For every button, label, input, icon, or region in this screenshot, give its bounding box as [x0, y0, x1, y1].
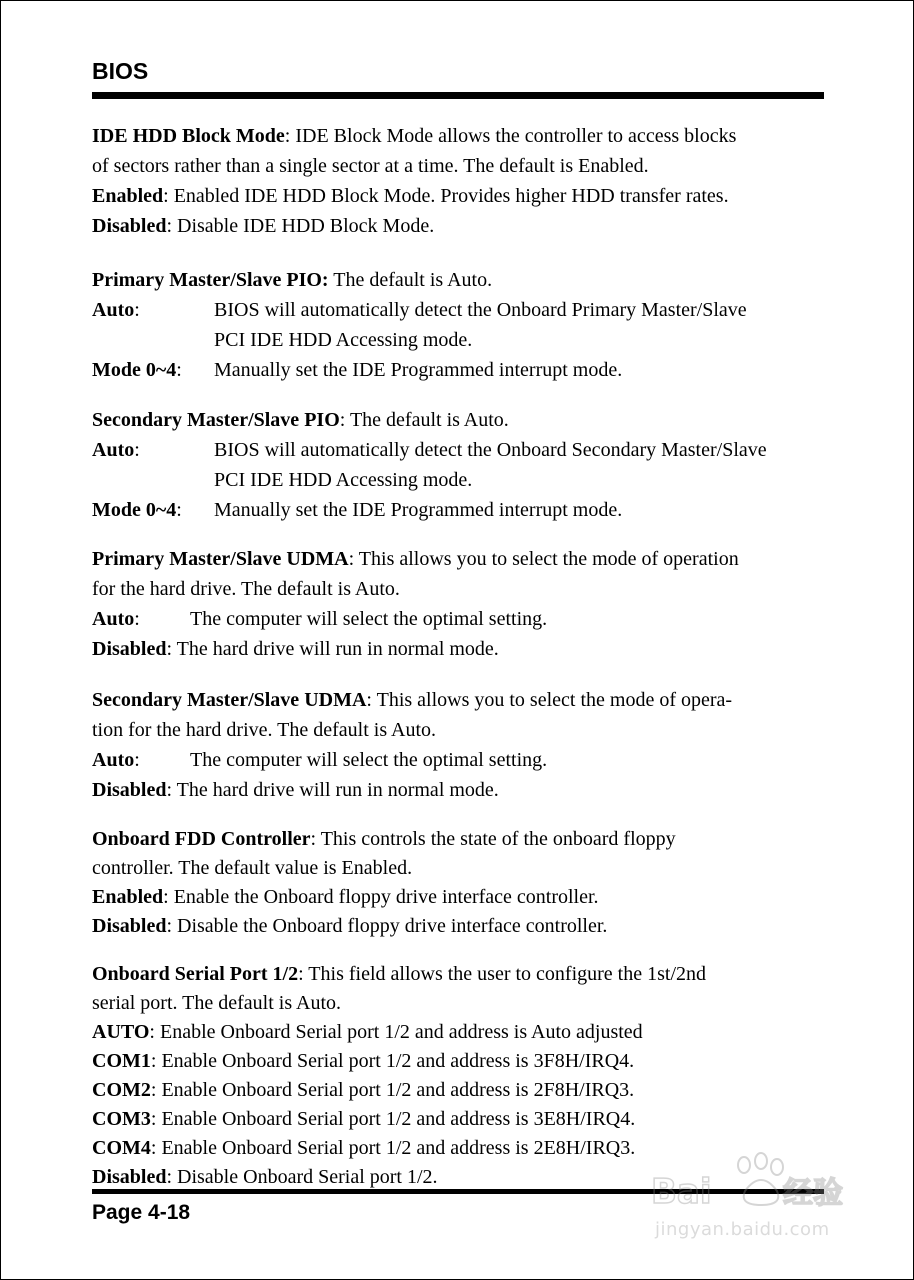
section-text: : This field allows the user to configure the 1st/2nd	[298, 963, 706, 985]
option-sep: :	[134, 299, 140, 321]
option-line	[92, 775, 827, 805]
option-line	[92, 1047, 827, 1076]
option-term: Auto	[92, 299, 135, 321]
option-sep: :	[176, 499, 182, 521]
option-desc-continued: PCI IDE HDD Accessing mode.	[214, 329, 473, 351]
section-text: : This allows you to select the mode of operation	[348, 548, 739, 570]
option-line	[92, 1076, 827, 1105]
section-text: The default is Auto.	[328, 269, 493, 291]
section-text: : This controls the state of the onboard floppy	[310, 828, 676, 850]
footer-rule	[92, 1189, 824, 1194]
header-rule	[92, 92, 824, 99]
option-sep: :	[134, 439, 140, 461]
option-desc: : Enabled IDE HDD Block Mode. Provides higher HDD transfer rates.	[163, 185, 729, 207]
option-term: Auto	[92, 608, 135, 630]
option-desc: : Enable Onboard Serial port 1/2 and address is 2E8H/IRQ3.	[150, 1137, 636, 1159]
section-primary-pio	[92, 265, 827, 385]
option-line	[92, 1018, 827, 1047]
option-term: Disabled	[92, 638, 167, 660]
option-desc: BIOS will automatically detect the Onboard Primary Master/Slave	[214, 299, 747, 321]
option-desc: The computer will select the optimal setting.	[190, 749, 548, 771]
option-desc: BIOS will automatically detect the Onboard Secondary Master/Slave	[214, 439, 767, 461]
section-term: Primary Master/Slave UDMA	[92, 548, 349, 570]
option-term: AUTO	[92, 1021, 150, 1043]
option-desc: : Enable Onboard Serial port 1/2 and address is 2F8H/IRQ3.	[150, 1079, 635, 1101]
option-term: Enabled	[92, 886, 164, 908]
section-primary-udma	[92, 544, 827, 664]
option-desc: : Disable Onboard Serial port 1/2.	[166, 1166, 438, 1188]
option-desc: : The hard drive will run in normal mode.	[166, 638, 499, 660]
option-line	[92, 355, 827, 385]
option-line	[92, 181, 827, 211]
option-sep: :	[134, 608, 140, 630]
svg-text:经验: 经验	[783, 1176, 843, 1211]
option-desc: : Enable Onboard Serial port 1/2 and address is 3F8H/IRQ4.	[150, 1050, 635, 1072]
option-desc: Manually set the IDE Programmed interrupt mode.	[214, 499, 623, 521]
section-term: Onboard FDD Controller	[92, 828, 311, 850]
section-text: : The default is Auto.	[339, 409, 509, 431]
section-secondary-pio	[92, 405, 827, 525]
option-line	[92, 1163, 827, 1192]
option-term: Auto	[92, 749, 135, 771]
section-text: : This allows you to select the mode of opera-	[366, 689, 733, 711]
option-term: COM2	[92, 1079, 151, 1101]
option-desc: : Disable the Onboard floppy drive interface controller.	[166, 915, 608, 937]
option-term: Disabled	[92, 915, 167, 937]
section-term: Primary Master/Slave PIO:	[92, 269, 329, 291]
option-term: COM1	[92, 1050, 151, 1072]
section-intro-line	[92, 960, 827, 989]
section-onboard-fdd	[92, 825, 827, 941]
section-term: IDE HDD Block Mode	[92, 125, 285, 147]
section-intro-line	[92, 685, 827, 715]
option-term: Enabled	[92, 185, 164, 207]
option-sep: :	[176, 359, 182, 381]
option-term: COM3	[92, 1108, 151, 1130]
section-ide-hdd-block-mode	[92, 121, 827, 241]
option-desc: Manually set the IDE Programmed interrupt mode.	[214, 359, 623, 381]
option-term: COM4	[92, 1137, 151, 1159]
option-line	[92, 435, 827, 465]
option-desc: : The hard drive will run in normal mode.	[166, 779, 499, 801]
option-term: Disabled	[92, 1166, 167, 1188]
section-intro-line: serial port. The default is Auto.	[92, 992, 342, 1014]
option-line	[92, 295, 827, 325]
section-intro-line	[92, 825, 827, 854]
section-intro-line: of sectors rather than a single sector at a time. The default is Enabled.	[92, 155, 649, 177]
svg-text:Bai: Bai	[651, 1172, 712, 1212]
section-intro-line	[92, 121, 827, 151]
option-desc: : Enable the Onboard floppy drive interface controller.	[163, 886, 599, 908]
section-onboard-serial	[92, 960, 827, 1192]
option-line	[92, 211, 827, 241]
section-intro-line	[92, 265, 827, 295]
option-line	[92, 912, 827, 941]
option-line	[92, 604, 827, 634]
option-desc: : Enable Onboard Serial port 1/2 and address is 3E8H/IRQ4.	[150, 1108, 636, 1130]
section-text: : IDE Block Mode allows the controller to access blocks	[284, 125, 737, 147]
section-term: Secondary Master/Slave UDMA	[92, 689, 367, 711]
option-line	[92, 745, 827, 775]
option-line	[92, 495, 827, 525]
option-sep: :	[134, 749, 140, 771]
option-term: Mode 0~4	[92, 359, 177, 381]
section-secondary-udma	[92, 685, 827, 805]
section-intro-line: controller. The default value is Enabled.	[92, 857, 413, 879]
option-term: Auto	[92, 439, 135, 461]
option-term: Disabled	[92, 779, 167, 801]
option-desc: The computer will select the optimal setting.	[190, 608, 548, 630]
section-term: Secondary Master/Slave PIO	[92, 409, 340, 431]
section-intro-line	[92, 544, 827, 574]
option-line	[92, 1134, 827, 1163]
section-intro-line: for the hard drive. The default is Auto.	[92, 578, 400, 600]
section-intro-line: tion for the hard drive. The default is Auto.	[92, 719, 436, 741]
option-line	[92, 1105, 827, 1134]
option-desc: : Disable IDE HDD Block Mode.	[166, 215, 435, 237]
option-line	[92, 634, 827, 664]
section-intro-line	[92, 405, 827, 435]
document-body	[92, 121, 827, 1192]
section-term: Onboard Serial Port 1/2	[92, 963, 299, 985]
option-term: Disabled	[92, 215, 167, 237]
option-term: Mode 0~4	[92, 499, 177, 521]
page-header-title: BIOS	[92, 58, 149, 84]
option-line	[92, 883, 827, 912]
page-number: Page 4-18	[92, 1201, 191, 1224]
watermark-url: jingyan.baidu.com	[655, 1219, 830, 1240]
option-desc-continued: PCI IDE HDD Accessing mode.	[214, 469, 473, 491]
option-desc: : Enable Onboard Serial port 1/2 and address is Auto adjusted	[149, 1021, 643, 1043]
